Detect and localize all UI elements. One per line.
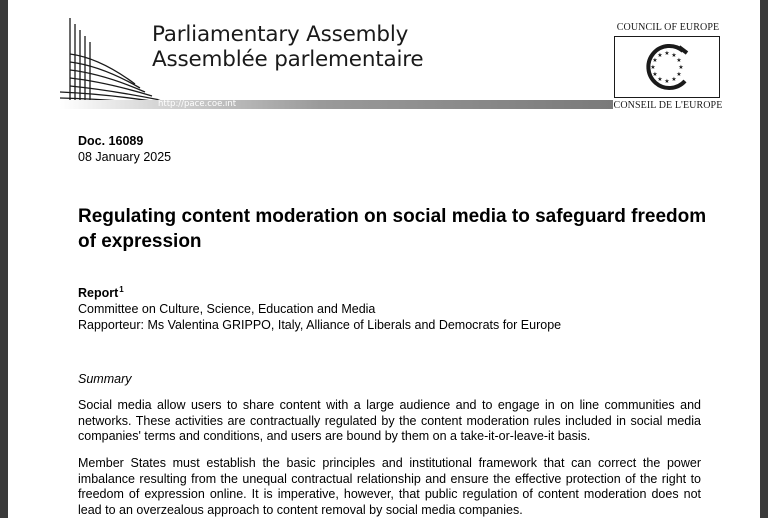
svg-text:★: ★ [671,52,677,59]
document-date: 08 January 2025 [78,150,172,164]
council-name-fr: CONSEIL DE L'EUROPE [613,100,723,111]
svg-text:★: ★ [678,64,684,71]
report-label: Report [78,286,119,300]
summary-heading: Summary [78,372,132,386]
summary-paragraph-2: Member States must establish the basic principles and institutional framework that can correct the power imbalance resulting from the unequal contractual relationship and ensure the effective protection of the right to freedom of expression online. It is imperative, however, that public regulation of content moderation does not lead to an overzealous approach to content removal by social media companies. [78,456,701,517]
committee-name: Committee on Culture, Science, Education and Media [78,302,376,316]
summary-paragraph-1: Social media allow users to share content with a large audience and to engage in on line communities and networks. These activities are contractually regulated by the content moderation rules included in social media companies' terms and conditions, and users are bound by them on a take-it-or-leave-it basis. [78,398,701,443]
svg-text:★: ★ [657,52,663,59]
svg-text:★: ★ [676,57,682,64]
assembly-name-en: Parliamentary Assembly [152,22,409,47]
svg-text:★: ★ [650,64,656,71]
svg-text:★: ★ [676,71,682,78]
document-page [8,0,760,518]
svg-text:★: ★ [652,57,658,64]
council-of-europe-logo [614,36,720,98]
svg-text:★: ★ [664,78,670,85]
document-title: Regulating content moderation on social media to safeguard freedom of expression [78,206,707,252]
council-name-en: COUNCIL OF EUROPE [616,22,720,33]
pace-url-link[interactable]: http://pace.coe.int [158,99,237,109]
url-gradient-bar [60,100,613,109]
svg-text:★: ★ [657,76,663,83]
assembly-title [152,22,423,72]
footnote-reference[interactable]: 1 [119,285,124,294]
svg-text:★: ★ [664,50,670,57]
rapporteur-line: Rapporteur: Ms Valentina GRIPPO, Italy, Alliance of Liberals and Democrats for Europe [78,318,562,332]
coe-stars-icon [615,37,719,97]
svg-text:★: ★ [671,76,677,83]
svg-text:★: ★ [652,71,658,78]
document-number: Doc. 16089 [78,134,144,148]
assembly-name-fr: Assemblée parlementaire [152,47,424,72]
report-heading [78,285,124,300]
